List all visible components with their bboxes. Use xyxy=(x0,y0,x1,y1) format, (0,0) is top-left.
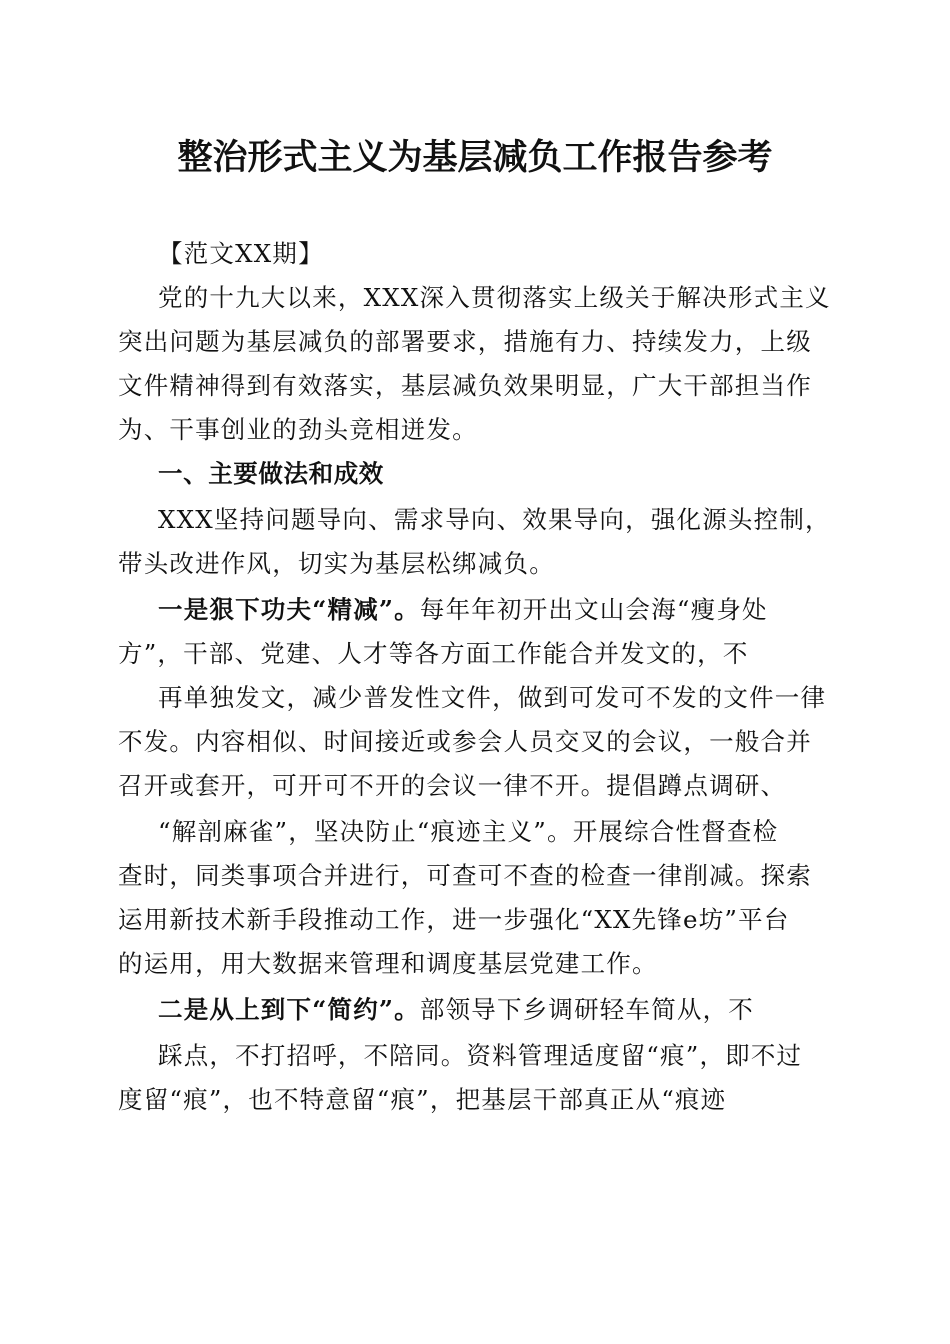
paragraph-line: 的运用，用大数据来管理和调度基层党建工作。 xyxy=(118,949,658,978)
paragraph-line: 再单独发文，减少普发性文件，做到可发可不发的文件一律 xyxy=(158,683,827,712)
paragraph-line: 不发。内容相似、时间接近或参会人员交叉的会议，一般合并 xyxy=(118,727,812,756)
paragraph-line: 踩点，不打招呼，不陪同。资料管理适度留“痕”，即不过 xyxy=(158,1041,803,1070)
document-title: 整治形式主义为基层减负工作报告参考 xyxy=(177,137,773,178)
paragraph-line: 度留“痕”，也不特意留“痕”，把基层干部真正从“痕迹 xyxy=(118,1085,727,1114)
point-lead: 一是狠下功夫“精减”。 xyxy=(158,595,420,624)
paragraph-line xyxy=(158,588,870,632)
paragraph-line: 突出问题为基层减负的部署要求，措施有力、持续发力，上级 xyxy=(118,327,812,356)
point-text: 每年年初开出文山会海“瘦身处 xyxy=(419,595,768,624)
section-heading: 一、主要做法和成效 xyxy=(158,459,384,488)
point-text: 部领导下乡调研轻车简从，不 xyxy=(419,995,754,1024)
paragraph-line: XXX坚持问题导向、需求导向、效果导向，强化源头控制， xyxy=(158,505,831,534)
paragraph-line: “解剖麻雀”，坚决防止“痕迹主义”。开展综合性督查检 xyxy=(158,817,779,846)
paragraph-line: 带头改进作风，切实为基层松绑减负。 xyxy=(118,549,555,578)
paragraph-line: 为、干事创业的劲头竞相迸发。 xyxy=(118,415,478,444)
paragraph-line: 方”，干部、党建、人才等各方面工作能合并发文的，不 xyxy=(118,639,749,668)
paragraph-line: 运用新技术新手段推动工作，进一步强化“XX先锋e坊”平台 xyxy=(118,905,790,934)
point-lead: 二是从上到下“简约”。 xyxy=(158,995,420,1024)
issue-label: 【范文XX期】 xyxy=(158,239,324,268)
paragraph-line xyxy=(158,988,870,1032)
paragraph-line: 查时，同类事项合并进行，可查可不查的检查一律削减。探索 xyxy=(118,861,812,890)
paragraph-line: 召开或套开，可开可不开的会议一律不开。提倡蹲点调研、 xyxy=(118,771,787,800)
paragraph-line: 文件精神得到有效落实，基层减负效果明显，广大干部担当作 xyxy=(118,371,812,400)
paragraph-line: 党的十九大以来，XXX深入贯彻落实上级关于解决形式主义 xyxy=(158,283,831,312)
